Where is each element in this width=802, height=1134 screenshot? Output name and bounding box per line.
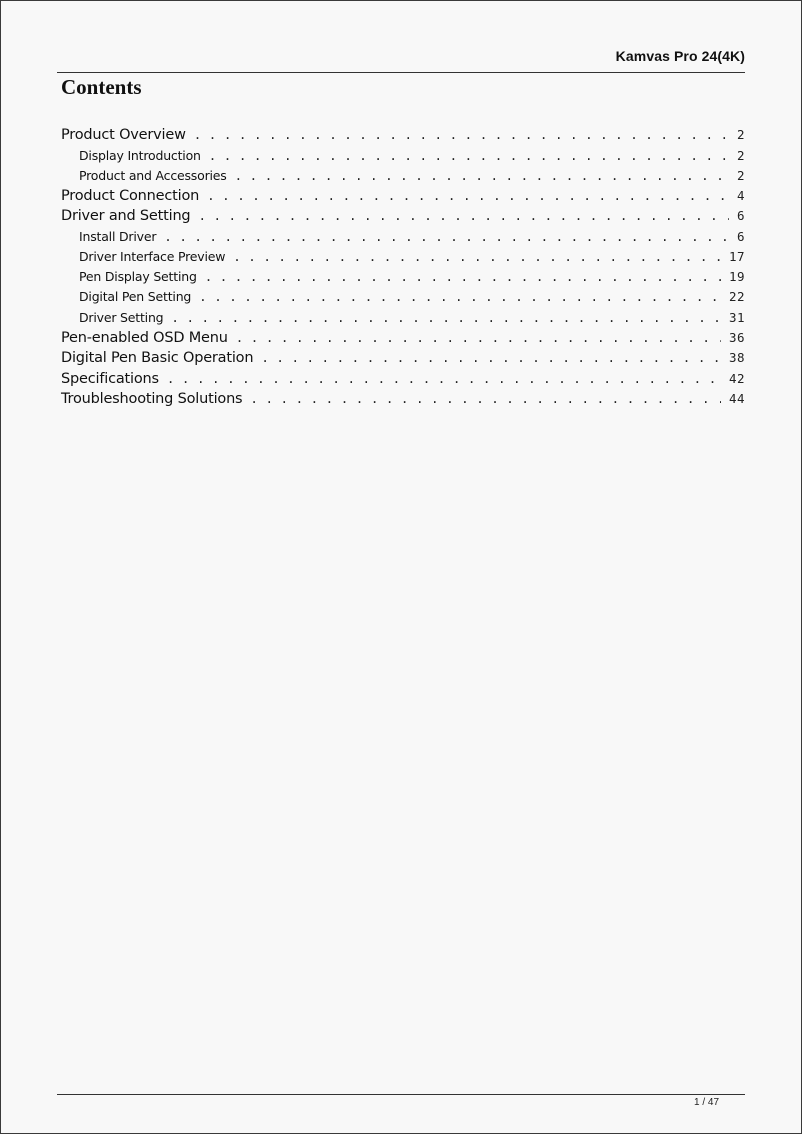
toc-entry-label: Driver Interface Preview — [79, 249, 226, 265]
toc-entry-label: Specifications — [61, 370, 159, 387]
toc-dot-leader — [164, 229, 729, 244]
toc-entry[interactable] — [61, 371, 745, 392]
toc-entry-label: Troubleshooting Solutions — [61, 391, 243, 408]
header-title: Kamvas Pro 24(4K) — [615, 48, 745, 64]
toc-page-number: 19 — [728, 269, 745, 285]
toc-entry-label: Product Overview — [61, 127, 186, 143]
toc-dot-leader — [167, 371, 721, 386]
toc-entry[interactable] — [61, 391, 745, 412]
toc-entry[interactable] — [61, 148, 745, 168]
toc-dot-leader — [233, 249, 721, 264]
toc-entry-label: Product and Accessories — [79, 167, 227, 183]
toc-dot-leader — [205, 269, 721, 284]
toc-page-number: 44 — [728, 391, 745, 407]
toc-page-number: 6 — [736, 208, 745, 224]
toc-entry-label: Product Connection — [61, 187, 200, 204]
toc-entry[interactable] — [61, 208, 745, 229]
toc-entry[interactable] — [61, 289, 745, 309]
toc-entry-label: Install Driver — [79, 228, 157, 244]
toc-entry-label: Digital Pen Setting — [79, 289, 192, 305]
table-of-contents — [61, 127, 745, 412]
toc-page-number: 38 — [728, 350, 745, 366]
toc-entry[interactable] — [61, 229, 745, 249]
toc-page-number: 36 — [728, 329, 745, 345]
toc-entry-label: Driver Setting — [79, 309, 164, 325]
toc-page-number: 2 — [736, 147, 745, 163]
toc-dot-leader — [199, 289, 721, 304]
toc-dot-leader — [198, 208, 729, 223]
toc-entry-label: Driver and Setting — [61, 208, 191, 225]
toc-entry-label: Pen Display Setting — [79, 269, 197, 285]
toc-dot-leader — [250, 391, 721, 406]
toc-page-number: 31 — [728, 309, 745, 325]
toc-dot-leader — [261, 350, 721, 365]
toc-entry[interactable] — [61, 310, 745, 330]
toc-dot-leader — [194, 127, 729, 142]
toc-entry[interactable] — [61, 188, 745, 209]
toc-dot-leader — [236, 330, 721, 345]
toc-page-number: 6 — [736, 228, 745, 244]
toc-entry[interactable] — [61, 168, 745, 188]
toc-dot-leader — [171, 310, 721, 325]
toc-page-number: 42 — [728, 370, 745, 386]
toc-page-number: 4 — [736, 187, 745, 203]
toc-entry[interactable] — [61, 127, 745, 148]
toc-entry[interactable] — [61, 330, 745, 351]
toc-page-number: 22 — [728, 289, 745, 305]
toc-dot-leader — [207, 188, 729, 203]
toc-dot-leader — [209, 148, 729, 163]
toc-page-number: 2 — [736, 167, 745, 183]
toc-page-number: 17 — [728, 249, 745, 265]
toc-entry-label: Digital Pen Basic Operation — [61, 350, 254, 367]
page-indicator: 1 / 47 — [694, 1097, 720, 1108]
toc-entry[interactable] — [61, 269, 745, 289]
toc-entry-label: Pen-enabled OSD Menu — [61, 329, 228, 346]
toc-entry[interactable] — [61, 249, 745, 269]
toc-entry[interactable] — [61, 350, 745, 371]
toc-dot-leader — [235, 168, 729, 183]
header-divider — [57, 72, 745, 73]
toc-page-number: 2 — [736, 127, 745, 142]
toc-entry-label: Display Introduction — [79, 147, 201, 163]
footer-divider — [57, 1094, 745, 1095]
contents-heading: Contents — [61, 75, 142, 99]
